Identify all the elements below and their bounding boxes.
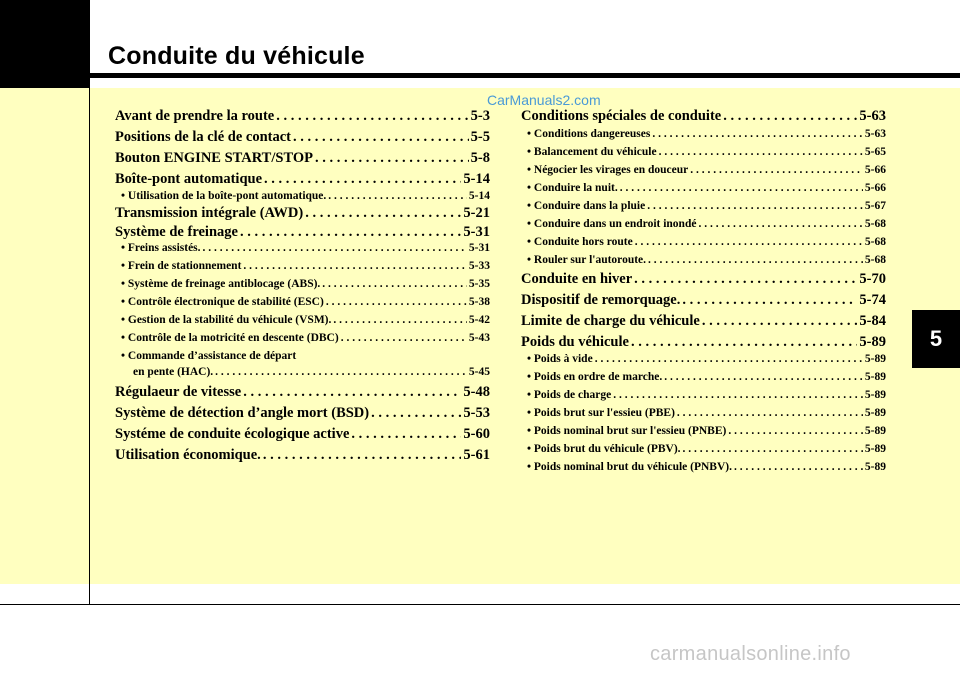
toc-entry-page: 5-89 <box>864 353 886 365</box>
toc-leader <box>659 146 863 158</box>
watermark-carmanualsonline: carmanualsonline.info <box>650 643 851 665</box>
toc-leader <box>634 271 857 288</box>
toc-entry-page: 5-74 <box>859 292 886 308</box>
toc-entry-label: Système de détection d’angle mort (BSD) <box>115 405 370 421</box>
toc-entry-label: Conduite en hiver <box>521 271 633 287</box>
toc-leader <box>276 108 468 125</box>
toc-entry-label: • Balancement du véhicule <box>527 146 657 158</box>
toc-leader <box>683 443 863 455</box>
toc-subentry[interactable] <box>521 164 886 176</box>
toc-entry-label: Conditions spéciales de conduite <box>521 108 722 124</box>
toc-entry-label: Système de freinage <box>115 224 238 240</box>
toc-subentry[interactable] <box>115 260 490 272</box>
toc-entry[interactable] <box>115 129 490 146</box>
toc-subentry[interactable] <box>115 242 490 254</box>
toc-leader <box>315 150 469 167</box>
toc-entry-label: • Conduire la nuit. <box>527 182 618 194</box>
toc-leader <box>677 407 863 419</box>
left-margin-line <box>89 0 90 605</box>
toc-entry-label: en pente (HAC). <box>133 366 214 378</box>
toc-leader <box>351 426 461 443</box>
toc-entry[interactable] <box>115 108 490 125</box>
toc-entry-page: 5-89 <box>864 389 886 401</box>
toc-entry-label: • Poids à vide <box>527 353 593 365</box>
toc-entry-label: • Gestion de la stabilité du véhicule (VSM). <box>121 314 332 326</box>
bottom-rule <box>0 604 960 605</box>
toc-entry-page: 5-35 <box>468 278 490 290</box>
toc-leader <box>652 128 863 140</box>
toc-subentry[interactable] <box>521 218 886 230</box>
toc-subentry[interactable] <box>115 296 490 308</box>
toc-subentry[interactable] <box>521 236 886 248</box>
toc-entry-page: 5-89 <box>859 334 886 350</box>
toc-entry-page: 5-14 <box>463 171 490 187</box>
toc-subentry[interactable] <box>115 350 296 362</box>
toc-entry-page: 5-38 <box>468 296 490 308</box>
toc-entry-label: • Utilisation de la boîte-pont automatique. <box>121 190 327 202</box>
toc-entry-page: 5-68 <box>864 254 886 266</box>
toc-entry-page: 5-43 <box>468 332 490 344</box>
toc-entry-page: 5-21 <box>463 205 490 221</box>
toc-entry[interactable] <box>115 150 490 167</box>
page-title: Conduite du véhicule <box>108 42 365 70</box>
toc-leader <box>734 461 863 473</box>
toc-leader <box>648 254 863 266</box>
toc-leader <box>595 353 863 365</box>
toc-entry-label: • Freins assistés. <box>121 242 201 254</box>
toc-leader <box>702 313 858 330</box>
toc-entry-page: 5-65 <box>864 146 886 158</box>
toc-entry-label: Transmission intégrale (AWD) <box>115 205 304 221</box>
toc-entry[interactable] <box>521 271 886 288</box>
toc-entry-label: • Système de freinage antiblocage (ABS). <box>121 278 321 290</box>
toc-subentry[interactable] <box>521 407 886 419</box>
toc-entry-page: 5-68 <box>864 218 886 230</box>
toc-leader <box>371 405 461 422</box>
toc-entry[interactable] <box>521 334 886 351</box>
toc-subentry[interactable] <box>521 371 886 383</box>
toc-entry-page: 5-70 <box>859 271 886 287</box>
toc-entry-label: Boîte-pont automatique <box>115 171 263 187</box>
toc-entry-label: • Poids nominal brut sur l'essieu (PNBE) <box>527 425 727 437</box>
toc-leader <box>322 278 467 290</box>
title-underline <box>90 73 960 78</box>
toc-entry-label: Utilisation économique. <box>115 447 261 463</box>
toc-leader <box>215 366 467 378</box>
toc-entry-page: 5-66 <box>864 164 886 176</box>
toc-subentry[interactable] <box>521 443 886 455</box>
toc-leader <box>293 129 469 146</box>
toc-entry-page: 5-63 <box>859 108 886 124</box>
toc-entry-page: 5-89 <box>864 371 886 383</box>
toc-entry-label: Poids du véhicule <box>521 334 629 350</box>
toc-leader <box>723 108 857 125</box>
toc-leader <box>620 182 863 194</box>
toc-entry-page: 5-89 <box>864 425 886 437</box>
toc-entry-label: Bouton ENGINE START/STOP <box>115 150 313 166</box>
toc-leader <box>243 384 461 401</box>
toc-entry-page: 5-68 <box>864 236 886 248</box>
toc-entry-label: • Poids de charge <box>527 389 612 401</box>
toc-subentry[interactable] <box>521 128 886 140</box>
toc-subentry[interactable] <box>521 182 886 194</box>
toc-subentry-continuation[interactable] <box>115 366 490 378</box>
toc-entry-page: 5-60 <box>463 426 490 442</box>
toc-entry[interactable] <box>521 292 886 309</box>
toc-entry-label: • Frein de stationnement <box>121 260 242 272</box>
toc-subentry[interactable] <box>521 389 886 401</box>
toc-entry-label: • Poids en ordre de marche. <box>527 371 663 383</box>
toc-entry[interactable] <box>115 405 490 422</box>
toc-subentry[interactable] <box>521 353 886 365</box>
toc-leader <box>240 224 461 241</box>
toc-leader <box>682 292 857 309</box>
toc-entry-page: 5-31 <box>468 242 490 254</box>
toc-leader <box>635 236 863 248</box>
toc-entry-page: 5-66 <box>864 182 886 194</box>
toc-entry-page: 5-31 <box>463 224 490 240</box>
toc-entry-page: 5-89 <box>864 443 886 455</box>
toc-entry-label: Dispositif de remorquage. <box>521 292 681 308</box>
toc-leader <box>328 190 467 202</box>
toc-entry-page: 5-63 <box>864 128 886 140</box>
toc-leader <box>333 314 467 326</box>
toc-entry-page: 5-45 <box>468 366 490 378</box>
toc-subentry[interactable] <box>521 461 886 473</box>
toc-subentry[interactable] <box>115 332 490 344</box>
toc-leader <box>728 425 863 437</box>
toc-entry-label: • Commande d’assistance de départ <box>121 350 297 362</box>
toc-entry-page: 5-5 <box>470 129 490 145</box>
toc-entry-page: 5-67 <box>864 200 886 212</box>
toc-subentry[interactable] <box>521 200 886 212</box>
toc-entry-page: 5-3 <box>470 108 490 124</box>
toc-entry-page: 5-42 <box>468 314 490 326</box>
toc-leader <box>631 334 857 351</box>
watermark-carmanuals2: CarManuals2.com <box>487 92 601 108</box>
toc-entry-label: • Conduire dans un endroit inondé <box>527 218 697 230</box>
chapter-tab: 5 <box>912 310 960 368</box>
toc-subentry[interactable] <box>521 146 886 158</box>
toc-leader <box>203 242 467 254</box>
toc-entry-page: 5-14 <box>468 190 490 202</box>
toc-leader <box>243 260 467 272</box>
toc-entry[interactable] <box>115 426 490 443</box>
toc-subentry[interactable] <box>115 314 490 326</box>
toc-leader <box>647 200 863 212</box>
toc-entry-page: 5-48 <box>463 384 490 400</box>
toc-entry-label: • Contrôle électronique de stabilité (ESC) <box>121 296 324 308</box>
toc-entry-label: Limite de charge du véhicule <box>521 313 700 329</box>
toc-entry-page: 5-33 <box>468 260 490 272</box>
toc-entry-page: 5-89 <box>864 407 886 419</box>
toc-subentry[interactable] <box>521 254 886 266</box>
toc-entry-label: • Poids brut sur l'essieu (PBE) <box>527 407 675 419</box>
toc-entry-label: Régulaeur de vitesse <box>115 384 242 400</box>
toc-leader <box>664 371 863 383</box>
toc-entry[interactable] <box>521 108 886 125</box>
toc-entry[interactable] <box>115 205 490 222</box>
toc-entry[interactable] <box>115 384 490 401</box>
toc-subentry[interactable] <box>521 425 886 437</box>
toc-entry-page: 5-61 <box>463 447 490 463</box>
toc-entry-label: • Poids brut du véhicule (PBV). <box>527 443 681 455</box>
toc-entry-label: • Poids nominal brut du véhicule (PNBV). <box>527 461 732 473</box>
toc-entry-label: • Rouler sur l'autoroute. <box>527 254 647 266</box>
toc-entry-label: • Conduite hors route <box>527 236 633 248</box>
toc-entry-label: • Contrôle de la motricité en descente (DBC) <box>121 332 339 344</box>
toc-entry-label: Positions de la clé de contact <box>115 129 291 145</box>
toc-entry-label: Avant de prendre la route <box>115 108 275 124</box>
toc-entry[interactable] <box>115 447 490 464</box>
toc-leader <box>264 171 461 188</box>
toc-leader <box>305 205 461 222</box>
toc-leader <box>690 164 863 176</box>
toc-entry[interactable] <box>521 313 886 330</box>
toc-leader <box>326 296 467 308</box>
toc-entry-label: • Négocier les virages en douceur <box>527 164 689 176</box>
toc-entry-page: 5-53 <box>463 405 490 421</box>
toc-leader <box>698 218 862 230</box>
toc-entry-label: • Conduire dans la pluie <box>527 200 646 212</box>
toc-subentry[interactable] <box>115 190 490 202</box>
toc-leader <box>341 332 467 344</box>
toc-entry-page: 5-84 <box>859 313 886 329</box>
toc-entry-page: 5-89 <box>864 461 886 473</box>
toc-leader <box>263 447 462 464</box>
toc-entry[interactable] <box>115 171 490 188</box>
toc-subentry[interactable] <box>115 278 490 290</box>
toc-entry-page: 5-8 <box>470 150 490 166</box>
toc-entry-label: • Conditions dangereuses <box>527 128 651 140</box>
corner-block <box>0 0 90 88</box>
toc-entry[interactable] <box>115 224 490 241</box>
toc-leader <box>613 389 863 401</box>
toc-entry-label: Systéme de conduite écologique active <box>115 426 350 442</box>
